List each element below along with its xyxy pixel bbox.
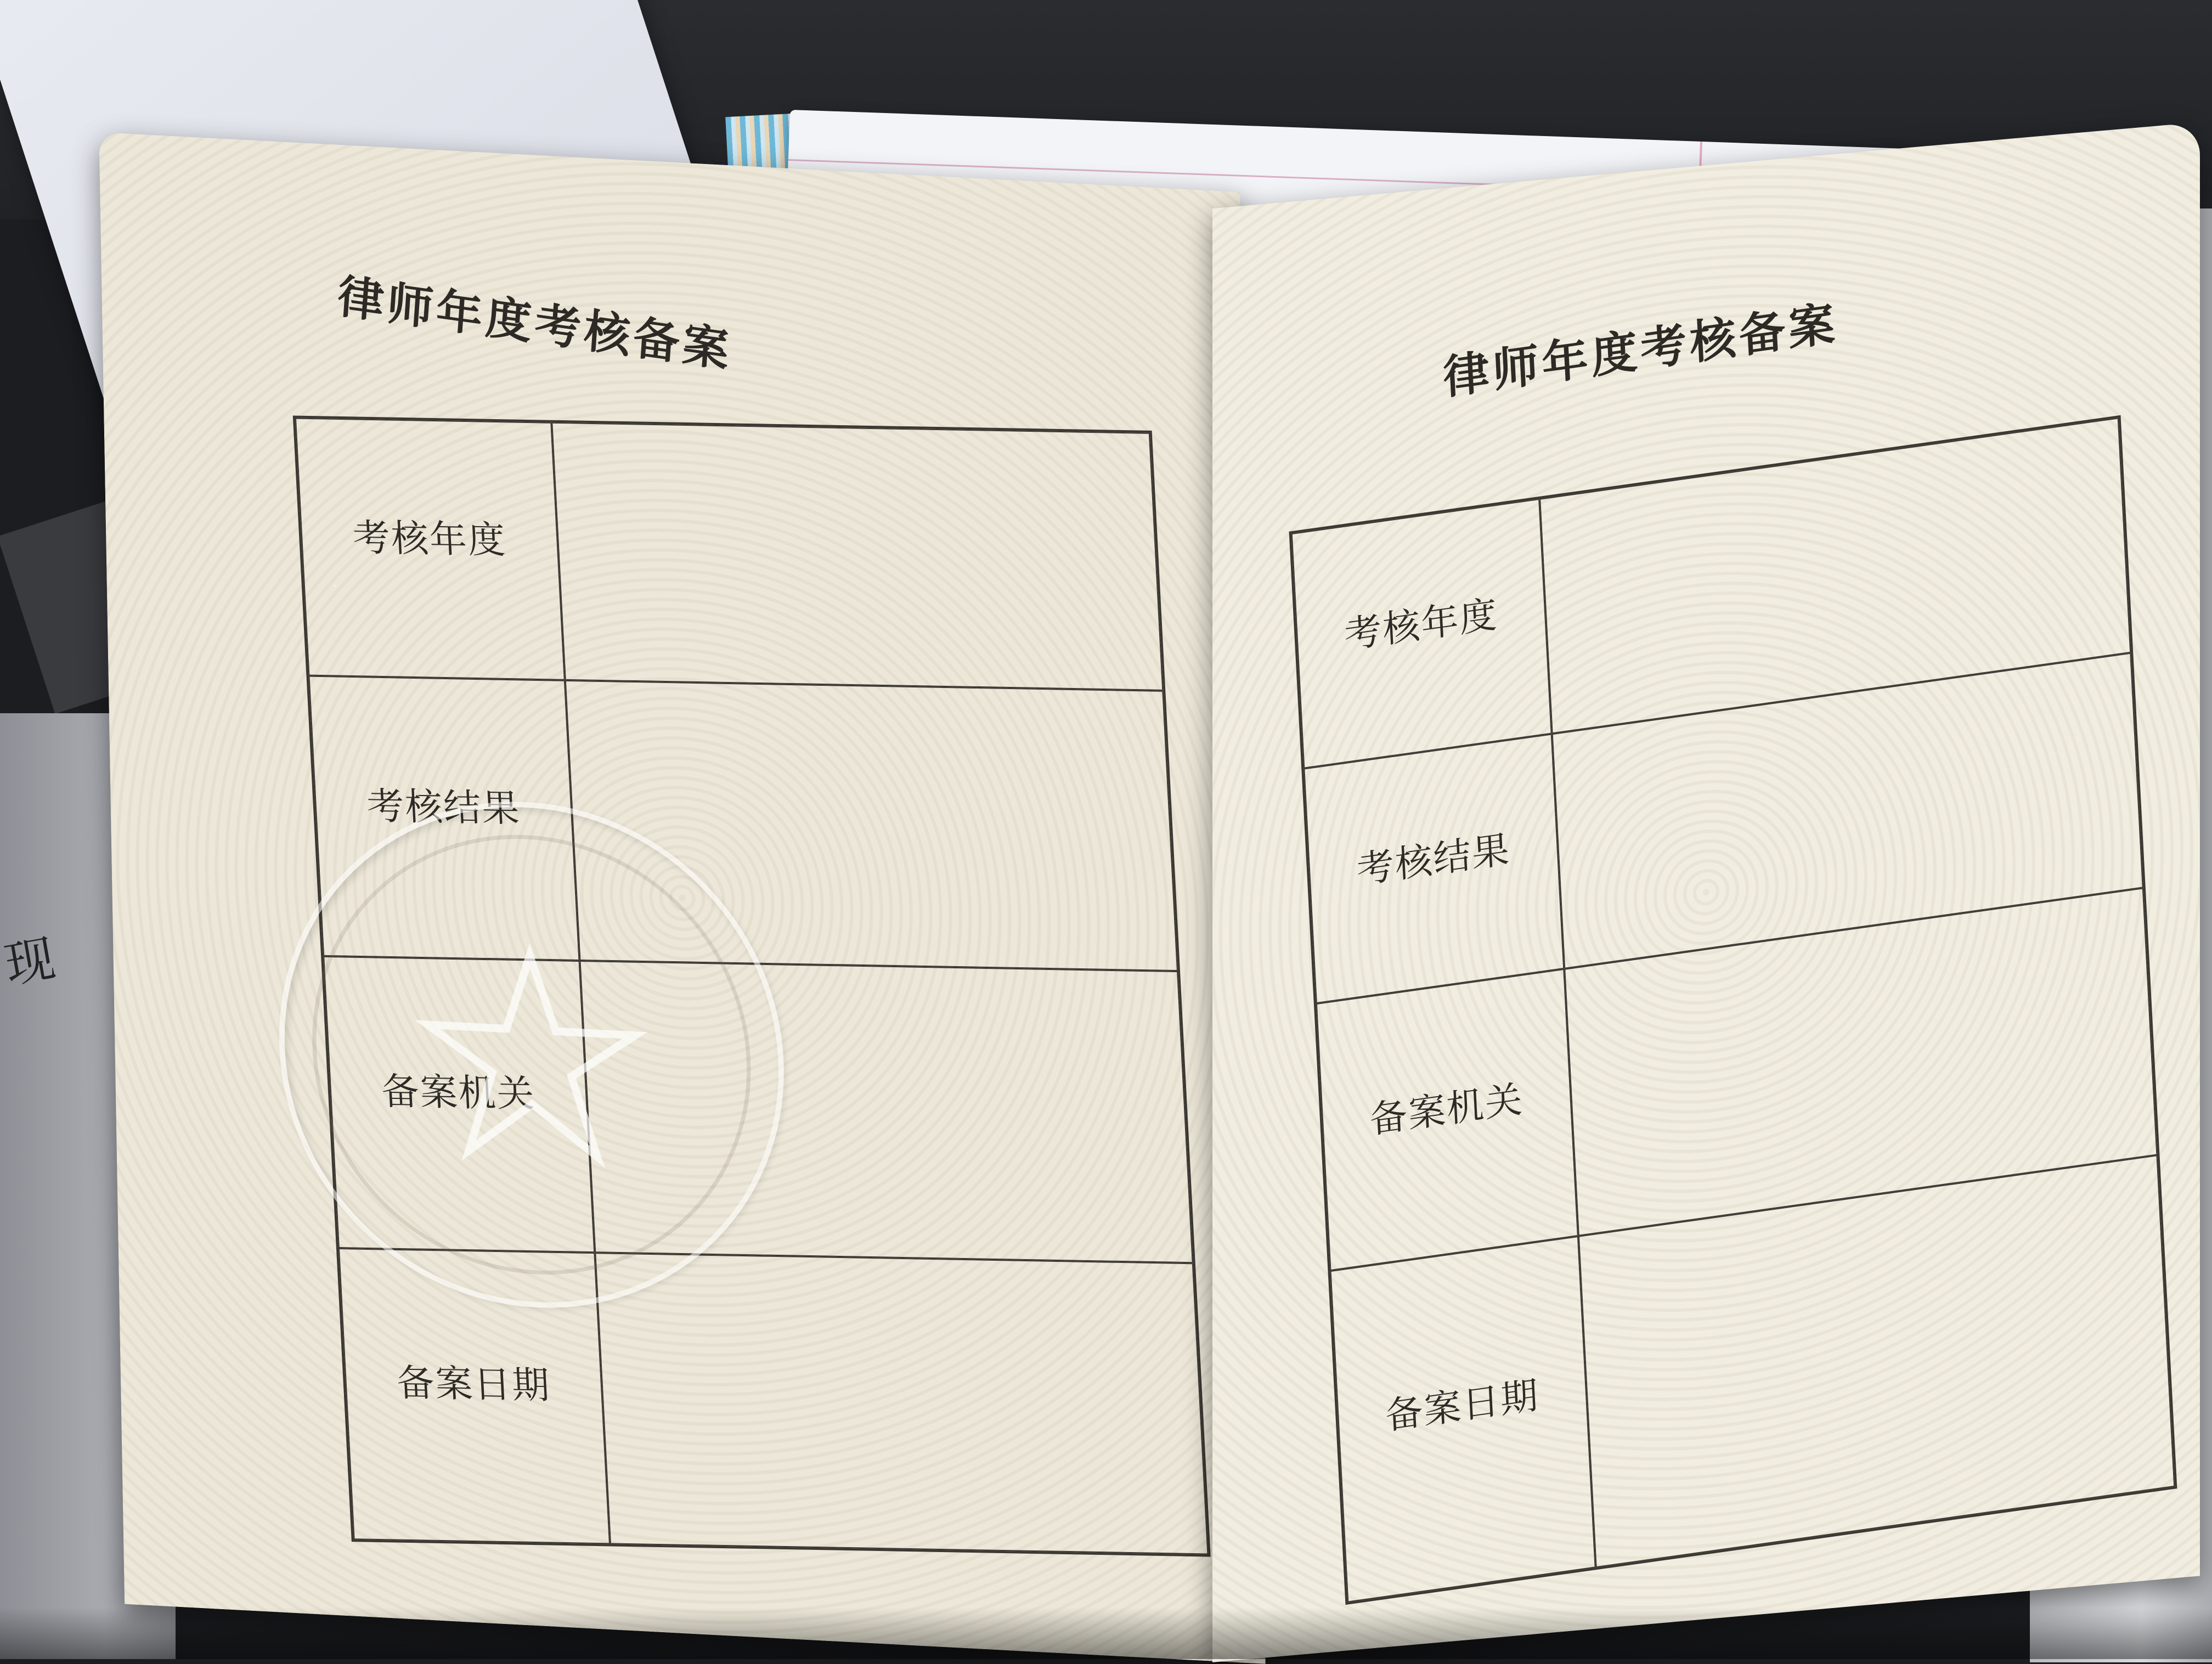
row-label-date: 备案日期 [396,1362,552,1408]
lawyer-license-booklet [88,192,2107,1662]
table-row-label-cell [1316,969,1578,1271]
right-page-title: 律师年度考核备案 [1442,295,1839,405]
table-row-value-cell [551,422,1163,691]
table-row-label-cell [295,418,565,680]
row-label-result: 考核结果 [365,785,522,831]
bottom-shadow [0,1607,2212,1659]
row-label-result: 考核结果 [1356,828,1511,893]
row-label-authority: 备案机关 [380,1070,537,1116]
right-record-table [1289,415,2177,1605]
right-page [1212,122,2200,1662]
row-label-date: 备案日期 [1384,1374,1541,1439]
embossed-star-seal-icon [275,789,788,1321]
sleeve-handwriting: 现 [1,929,59,995]
table-row-label-cell [1304,734,1564,1004]
row-label-authority: 备案机关 [1369,1078,1525,1143]
table-row-label-cell [1330,1236,1596,1602]
table-row-label-cell [1291,499,1552,769]
row-label-year: 考核年度 [352,516,507,563]
left-page-title: 律师年度考核备案 [336,268,734,378]
left-page [99,132,1265,1664]
row-label-year: 考核年度 [1343,593,1499,658]
